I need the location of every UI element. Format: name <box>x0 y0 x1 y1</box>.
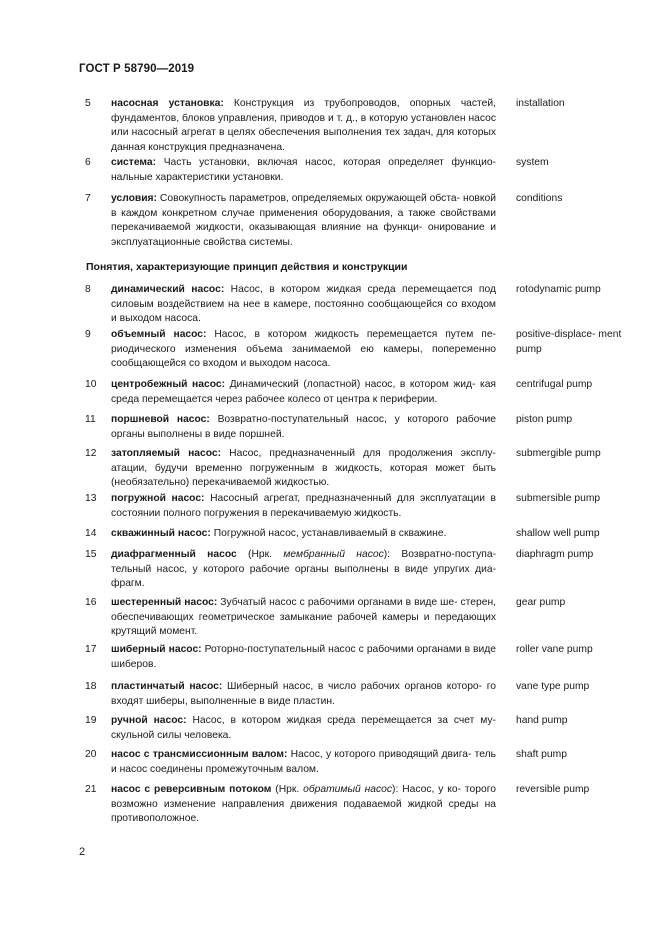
term-number: 8 <box>85 284 91 295</box>
definition-text: Совокупность параметров, определяемых окружающей обста- новкой в каждом конкретном случае применения оборудования, а также свойствами перекачиваемой жидкости, оказывающая влияние на функци- онирование и эксплуатационные свойства системы. <box>111 193 496 248</box>
english-term: reversible pump <box>516 784 590 795</box>
english-term: installation <box>516 98 565 109</box>
term-definition <box>111 156 496 185</box>
definition-text: Насос, в котором жидкая среда перемещается за счет му- скульной силы человека. <box>111 715 496 741</box>
english-term: positive-displace- ment pump <box>516 329 622 355</box>
term-definition <box>111 527 496 542</box>
term-number: 7 <box>85 193 91 204</box>
english-term: shallow well pump <box>516 528 600 539</box>
term-number: 5 <box>85 98 91 109</box>
term-number: 21 <box>85 784 97 795</box>
definition-text: Возвратно-поступательный насос, у которого рабочие органы выполнены в виде поршней. <box>111 414 496 440</box>
page-header: ГОСТ Р 58790—2019 <box>79 63 195 75</box>
term-number: 10 <box>85 379 97 390</box>
term-definition <box>111 548 496 592</box>
definition-text: Насос, в котором жидкая среда перемещается под силовым воздействием на нее в камере, постоянно сообщающейся со входом и выходом насоса. <box>111 284 496 325</box>
term-name: динамический насос: <box>111 284 225 295</box>
term-note-suffix: ): <box>383 549 391 560</box>
deprecated-term: обратимый насос <box>303 784 393 795</box>
english-term: diaphragm pump <box>516 549 594 560</box>
term-definition <box>111 447 496 491</box>
term-name: насос с трансмиссионным валом: <box>111 749 288 760</box>
term-name: шиберный насос: <box>111 644 202 655</box>
page-number: 2 <box>79 846 86 858</box>
term-definition <box>111 328 496 372</box>
term-number: 14 <box>85 528 97 539</box>
term-definition <box>111 596 496 640</box>
english-term: hand pump <box>516 715 568 726</box>
definition-text: Динамический (лопастной) насос, в котором жид- кая среда перемещается через рабочее колесо от центра к периферии. <box>111 379 496 405</box>
definition-text: Насос, у которого приводящий двига- тель и насос соединены промежуточным валом. <box>111 749 496 775</box>
definition-text: Насос, в котором жидкость перемещается путем пе- риодического изменения объема занимаемой ею камеры, попеременно сообщающейся со входом и выходом насоса. <box>111 329 496 370</box>
term-name: затопляемый насос: <box>111 448 222 459</box>
english-term: centrifugal pump <box>516 379 593 390</box>
term-number: 12 <box>85 448 97 459</box>
term-name: насос с реверсивным потоком <box>111 784 272 795</box>
term-definition <box>111 413 496 442</box>
term-definition <box>111 283 496 327</box>
term-number: 13 <box>85 493 97 504</box>
definition-text: Насос, предназначенный для продолжения эксплу- атации, будучи временно погруженным в жидкость, которая может быть (необязательно) перекачиваемой жидкостью. <box>111 448 496 489</box>
definition-text: Часть установки, включая насос, которая определяет функцио- нальные характеристики установки. <box>111 157 496 183</box>
definition-text: Роторно-поступательный насос с рабочими органами в виде шиберов. <box>111 644 496 670</box>
term-definition <box>111 748 496 777</box>
definition-text: Насос, у ко- торого возможно изменение направления движения подаваемой жидкой среды на противоположное. <box>111 784 496 825</box>
term-definition <box>111 643 496 672</box>
deprecated-term: мембранный насос <box>283 549 384 560</box>
definition-text: Возвратно-поступа- тельный насос, у которого рабочие органы выполнены в виде упругих диа- фрагм. <box>111 549 496 590</box>
term-name: объемный насос: <box>111 329 207 340</box>
english-term: rotodynamic pump <box>516 284 601 295</box>
english-term: conditions <box>516 193 563 204</box>
definition-text: Насосный агрегат, предназначенный для эксплуатации в состоянии полного погружения в перекачиваемую жидкость. <box>111 493 496 519</box>
term-definition <box>111 378 496 407</box>
term-definition <box>111 97 496 155</box>
term-name: насосная установка: <box>111 98 224 109</box>
term-number: 15 <box>85 549 97 560</box>
term-number: 6 <box>85 157 91 168</box>
term-name: скважинный насос: <box>111 528 211 539</box>
english-term: piston pump <box>516 414 573 425</box>
english-term: shaft pump <box>516 749 567 760</box>
term-number: 18 <box>85 681 97 692</box>
english-term: gear pump <box>516 597 566 608</box>
definition-text: Зубчатый насос с рабочими органами в виде ше- стерен, обеспечивающих геометрическое замыкание рабочей камеры и передающих крутящий момент. <box>111 597 497 638</box>
english-term: system <box>516 157 549 168</box>
term-name: диафрагменный насос <box>111 549 237 560</box>
term-number: 20 <box>85 749 97 760</box>
english-term: submergible pump <box>516 448 601 459</box>
term-name: система: <box>111 157 157 168</box>
term-number: 9 <box>85 329 91 340</box>
term-note-prefix: (Нрк. <box>275 784 300 795</box>
term-note-prefix: (Нрк. <box>248 549 273 560</box>
term-definition <box>111 192 496 250</box>
term-definition <box>111 783 496 827</box>
english-term: roller vane pump <box>516 644 593 655</box>
term-name: центробежный насос: <box>111 379 226 390</box>
term-name: условия: <box>111 193 157 204</box>
term-definition <box>111 714 496 743</box>
term-note-suffix: ): <box>392 784 399 795</box>
definition-text: Погружной насос, устанавливаемый в скважине. <box>213 528 447 539</box>
term-name: поршневой насос: <box>111 414 210 425</box>
term-definition <box>111 492 496 521</box>
english-term: submersible pump <box>516 493 601 504</box>
definition-text: Шиберный насос, в число рабочих органов которо- го входят шиберы, выполненные в виде пластин. <box>111 681 496 707</box>
term-name: ручной насос: <box>111 715 187 726</box>
term-name: шестеренный насос: <box>111 597 218 608</box>
term-number: 19 <box>85 715 97 726</box>
english-term: vane type pump <box>516 681 590 692</box>
term-definition <box>111 680 496 709</box>
section-title: Понятия, характеризующие принцип действия и конструкции <box>86 261 408 273</box>
definition-text: Конструкция из трубопроводов, опорных частей, фундаментов, блоков управления, приводов и т. д., в которую установлен насос или насосный агрегат в целях обеспечения выполнения тех задач, для которых данная конструкция предназначена. <box>111 98 496 153</box>
term-number: 16 <box>85 597 97 608</box>
term-name: пластинчатый насос: <box>111 681 223 692</box>
term-name: погружной насос: <box>111 493 205 504</box>
term-number: 17 <box>85 644 97 655</box>
term-number: 11 <box>85 414 96 425</box>
